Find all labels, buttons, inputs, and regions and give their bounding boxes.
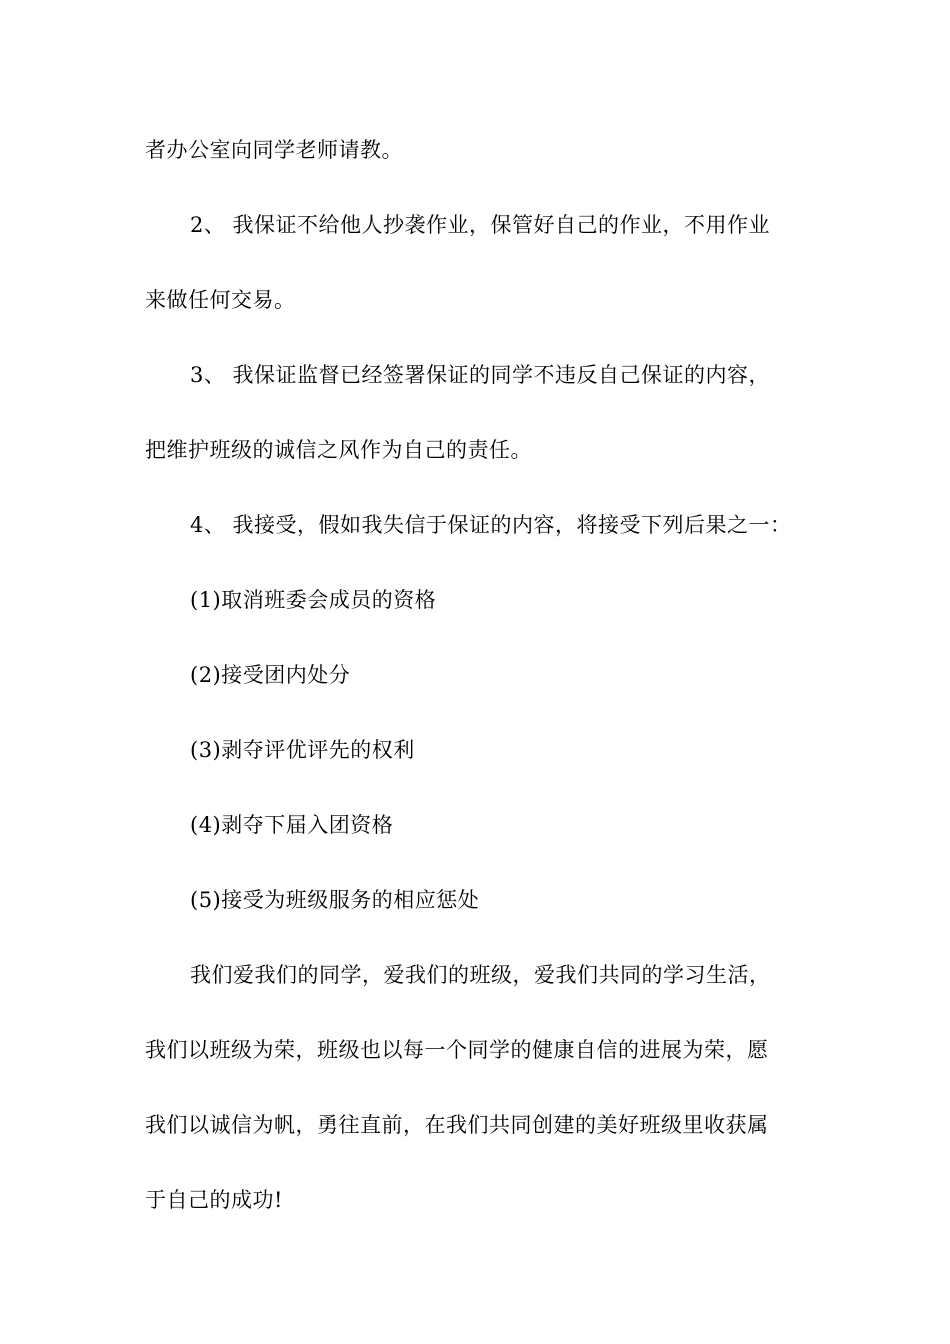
pledge-item-2-line-1: 2、 我保证不给他人抄袭作业，保管好自己的作业，不用作业 <box>190 213 771 237</box>
pledge-item-2-line-2: 来做任何交易。 <box>145 288 296 312</box>
consequence-4: (4)剥夺下届入团资格 <box>190 813 394 837</box>
pledge-item-3-line-1: 3、 我保证监督已经签署保证的同学不违反自己保证的内容， <box>190 363 771 387</box>
paragraph-line-1: 者办公室向同学老师请教。 <box>145 138 403 162</box>
consequence-3: (3)剥夺评优评先的权利 <box>190 738 415 762</box>
closing-paragraph-line-1: 我们爱我们的同学，爱我们的班级，爱我们共同的学习生活， <box>190 963 771 987</box>
closing-paragraph-line-2: 我们以班级为荣，班级也以每一个同学的健康自信的进展为荣，愿 <box>145 1038 769 1062</box>
consequence-2: (2)接受团内处分 <box>190 663 351 687</box>
closing-paragraph-line-4: 于自己的成功! <box>145 1188 283 1212</box>
pledge-item-4-line-1: 4、 我接受，假如我失信于保证的内容，将接受下列后果之一： <box>190 513 792 537</box>
consequence-5: (5)接受为班级服务的相应惩处 <box>190 888 480 912</box>
consequence-1: (1)取消班委会成员的资格 <box>190 588 437 612</box>
closing-paragraph-line-3: 我们以诚信为帆，勇往直前，在我们共同创建的美好班级里收获属 <box>145 1113 769 1137</box>
pledge-item-3-line-2: 把维护班级的诚信之风作为自己的责任。 <box>145 438 532 462</box>
